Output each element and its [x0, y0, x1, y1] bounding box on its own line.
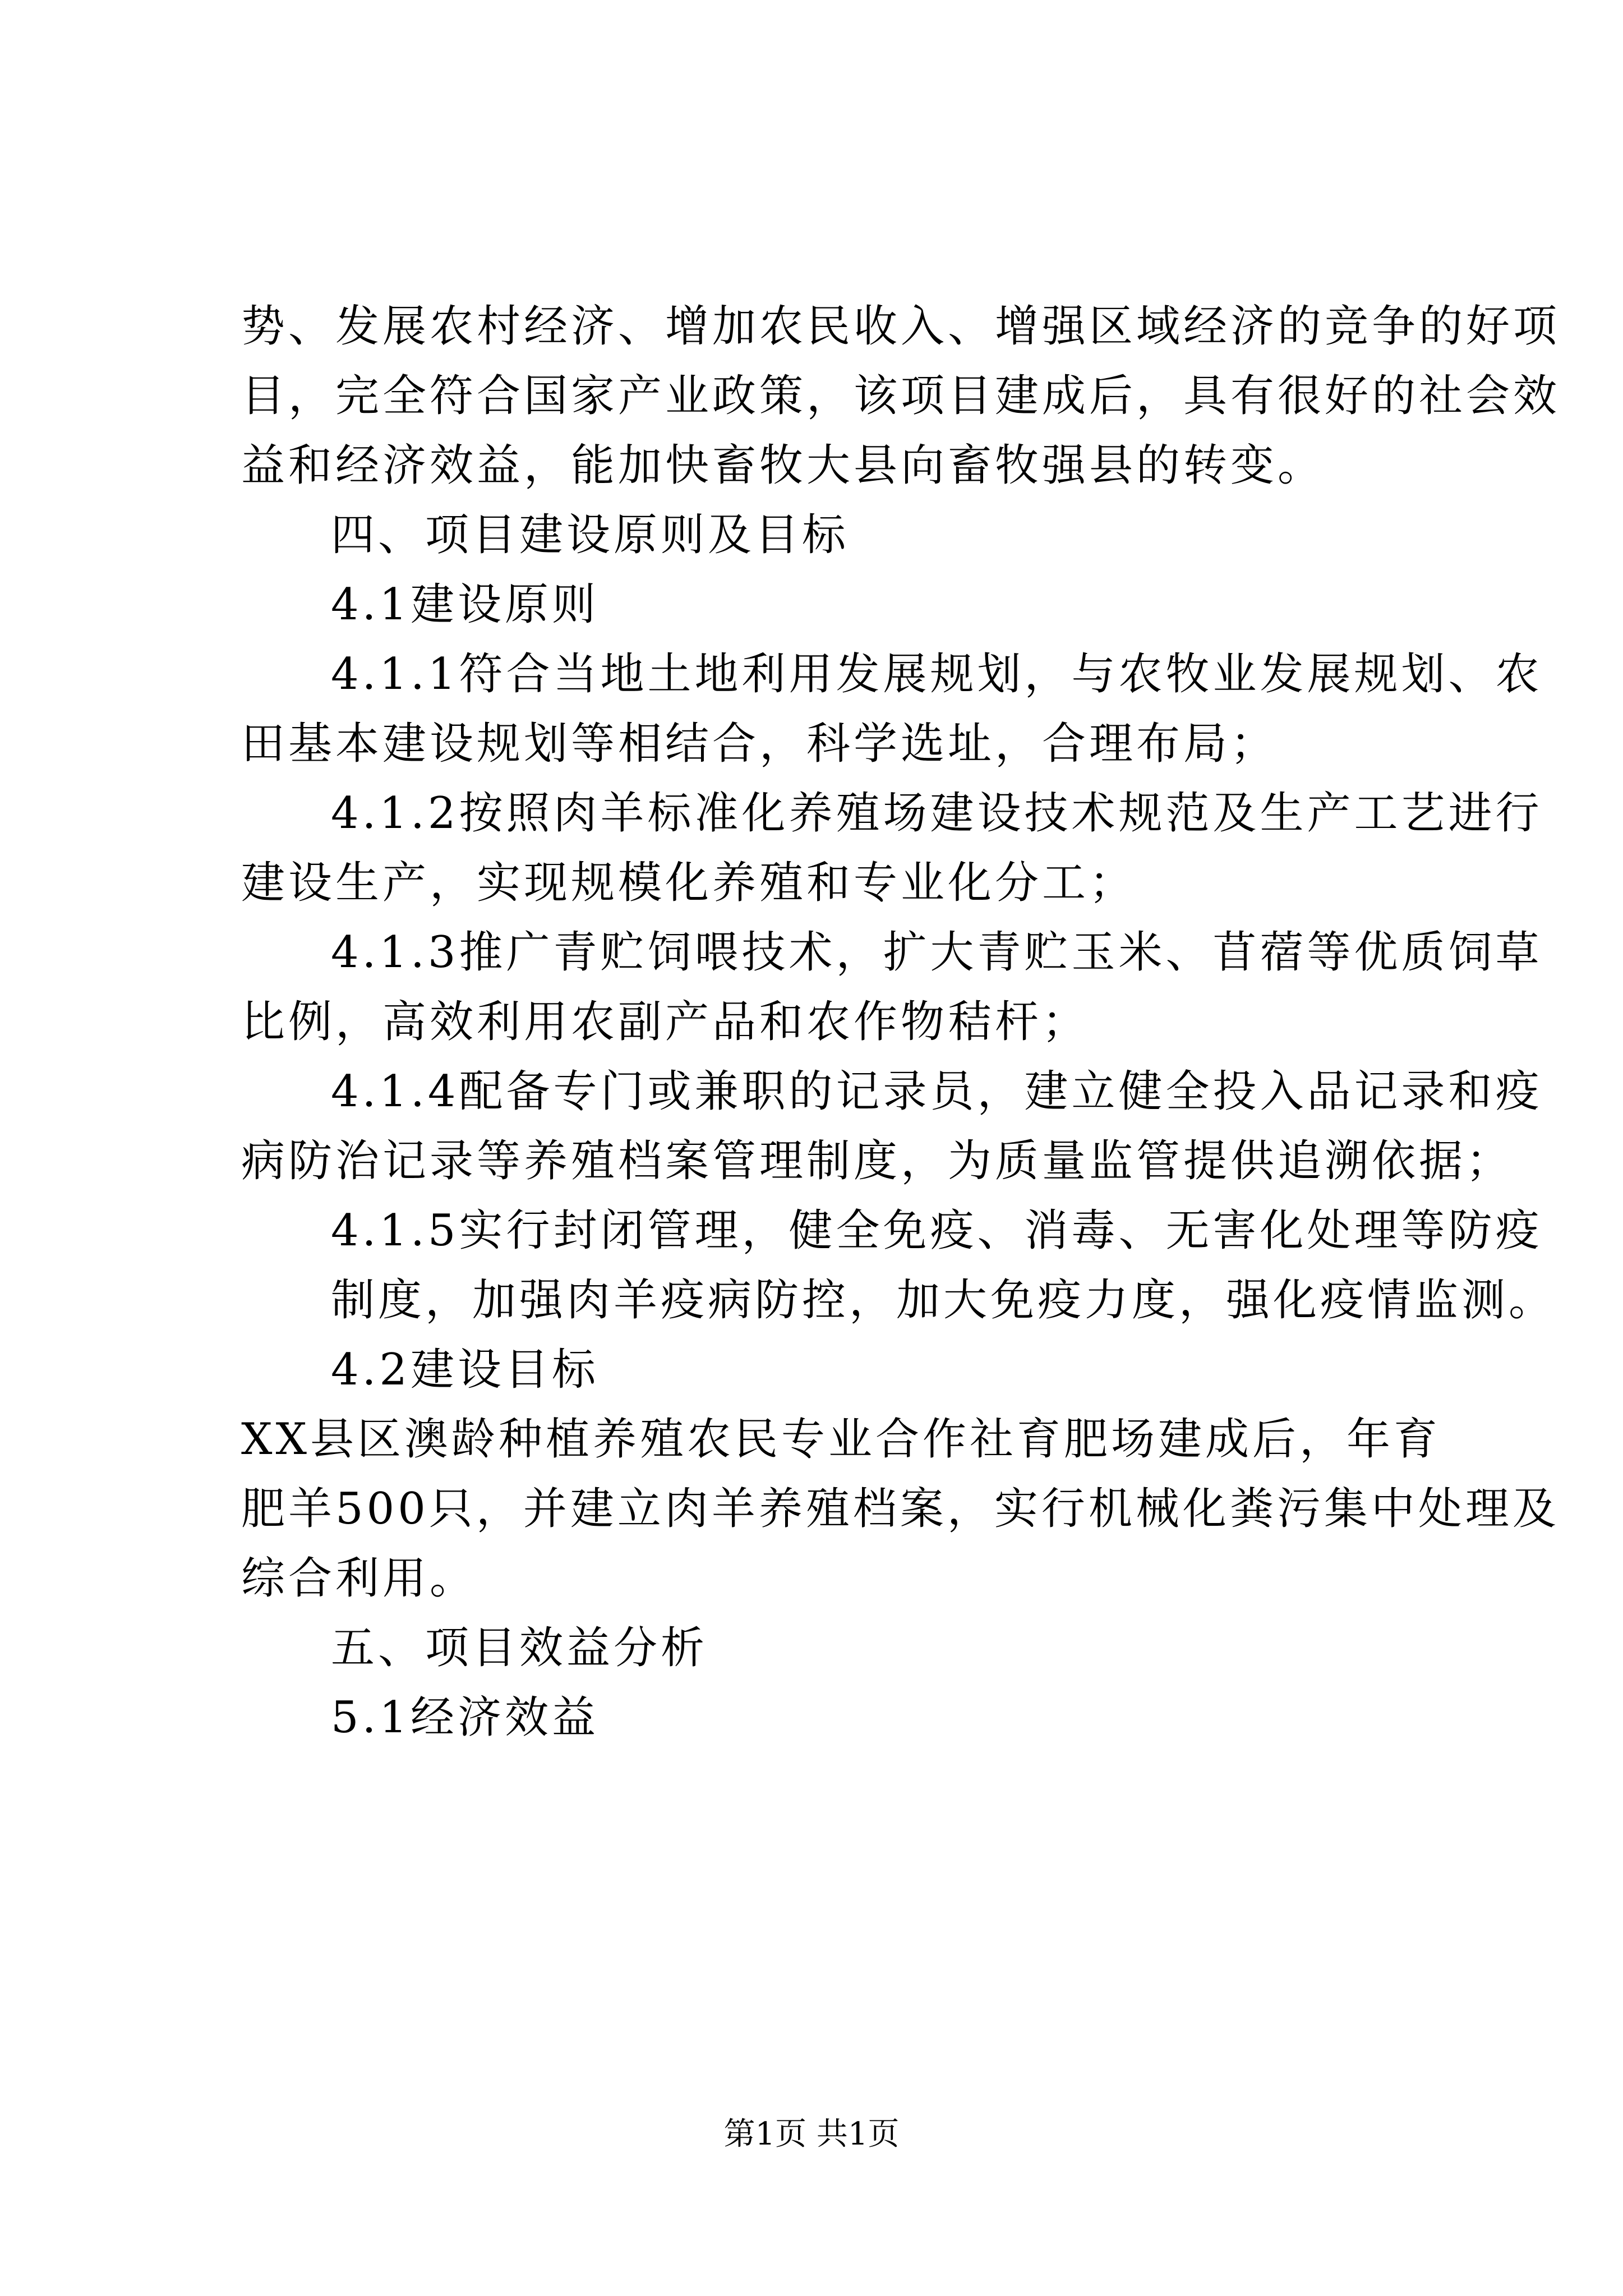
paragraph-line: 4.1.1符合当地土地利用发展规划，与农牧业发展规划、农: [331, 649, 1543, 700]
paragraph-line: XX县区澳龄种植养殖农民专业合作社育肥场建成后，年育: [241, 1414, 1441, 1465]
section-heading: 五、项目效益分析: [331, 1623, 708, 1673]
page-footer: 第1页 共1页: [723, 2116, 900, 2152]
paragraph-line: 建设生产，实现规模化养殖和专业化分工；: [241, 858, 1137, 908]
paragraph-line: 4.1.3推广青贮饲喂技术，扩大青贮玉米、苜蓿等优质饲草: [331, 927, 1543, 978]
paragraph-line: 综合利用。: [241, 1553, 477, 1604]
paragraph-line: 比例，高效利用农副产品和农作物秸杆；: [241, 997, 1090, 1047]
document-body: [241, 292, 1561, 1752]
paragraph-line: 4.1.2按照肉羊标准化养殖场建设技术规范及生产工艺进行: [331, 788, 1543, 839]
paragraph-line: 益和经济效益，能加快畜牧大县向畜牧强县的转变。: [241, 440, 1325, 491]
paragraph-line: 病防治记录等养殖档案管理制度，为质量监管提供追溯依据；: [241, 1136, 1514, 1186]
paragraph-line: 田基本建设规划等相结合，科学选址，合理布局；: [241, 719, 1278, 769]
paragraph-line: 肥羊500只，并建立肉羊养殖档案，实行机械化粪污集中处理及: [241, 1484, 1560, 1534]
paragraph-line: 目，完全符合国家产业政策，该项目建成后，具有很好的社会效: [241, 371, 1561, 421]
subsection-heading: 5.1经济效益: [331, 1692, 600, 1743]
subsection-heading: 4.1建设原则: [331, 579, 600, 630]
subsection-heading: 4.2建设目标: [331, 1345, 600, 1395]
section-heading: 四、项目建设原则及目标: [331, 510, 850, 560]
paragraph-line: 制度，加强肉羊疫病防控，加大免疫力度，强化疫情监测。: [331, 1275, 1556, 1326]
paragraph-line: 势、发展农村经济、增加农民收入、增强区域经济的竞争的好项: [241, 301, 1561, 352]
paragraph-line: 4.1.5实行封闭管理，健全免疫、消毒、无害化处理等防疫: [331, 1205, 1543, 1256]
paragraph-line: 4.1.4配备专门或兼职的记录员，建立健全投入品记录和疫: [331, 1066, 1543, 1117]
